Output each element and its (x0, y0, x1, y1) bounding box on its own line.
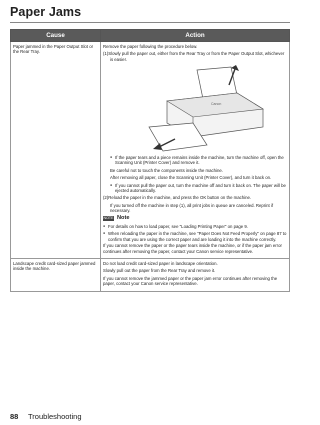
note-label: Note (117, 215, 130, 222)
title-divider (10, 22, 290, 23)
action-cell (101, 259, 290, 291)
step-2-detail: If you turned off the machine in step (1), all print jobs in queue are canceled. Reprint if necessary. (110, 202, 274, 213)
printer-illustration (103, 65, 287, 153)
brand-mark: Canon (211, 102, 222, 107)
note-icon: NOTE (103, 216, 114, 221)
page-number: 88 (10, 412, 19, 421)
bullet-cannot-pull: ● If you cannot pull the paper out, turn the machine off and turn it back on. The paper will be ejected automatically. (103, 183, 287, 194)
action-text-2: Slowly pull out the paper from the Rear Tray and remove it. (103, 268, 216, 274)
printer-paper-removal-icon (145, 65, 275, 153)
bullet-paper-tears: ● If the paper tears and a piece remains inside the machine, turn the machine off, open the Scanning Unit (Printer Cover) and remove it. (103, 155, 287, 166)
caution-text: Be careful not to touch the components inside the machine. (110, 167, 223, 173)
page-title: Paper Jams (10, 5, 82, 19)
after-removal-text: After removing all paper, close the Scanning Unit (Printer Cover), and turn it back on. (110, 175, 272, 181)
cause-cell (11, 259, 101, 291)
note-heading (103, 215, 287, 222)
cause-cell (11, 42, 101, 259)
step-1: (1)Slowly pull the paper out, either from the Rear Tray or from the Paper Output Slot, whichever is easier. (103, 51, 285, 62)
table-row (11, 259, 290, 291)
table-row (11, 42, 290, 259)
table-header-row (11, 30, 290, 42)
closing-text: If you cannot remove the paper or the paper tears inside the machine, or if the paper jam error continues after removing the paper, contact your Canon service representative. (103, 243, 282, 254)
action-intro: Remove the paper following the procedure below. (103, 44, 198, 49)
cause-text: Paper jammed in the Paper Output Slot or the Rear Tray. (13, 44, 94, 55)
section-name: Troubleshooting (28, 412, 82, 421)
action-column-header: Action (101, 30, 290, 42)
troubleshooting-table (10, 29, 290, 292)
cause-text: Landscape credit card-sized paper jammed inside the machine. (13, 261, 96, 272)
note-item-loading: ● For details on how to load paper, see "Loading Printing Paper" on page 9. (103, 224, 287, 229)
note-item-reloading: ● When reloading the paper in the machine, see "Paper Does Not Feed Properly" on page 87 to confirm that you are using the correct paper and are loading it into the machine correctly. (103, 231, 287, 242)
action-cell (101, 42, 290, 259)
action-text-1: Do not load credit card-sized paper in landscape orientation. (103, 261, 218, 267)
cause-column-header: Cause (11, 30, 101, 42)
action-text-3: If you cannot remove the jammed paper or the paper jam error continues after removing the paper, contact your Canon service representative. (103, 275, 278, 287)
step-2: (2)Reload the paper in the machine, and press the OK button on the machine. (103, 195, 252, 201)
